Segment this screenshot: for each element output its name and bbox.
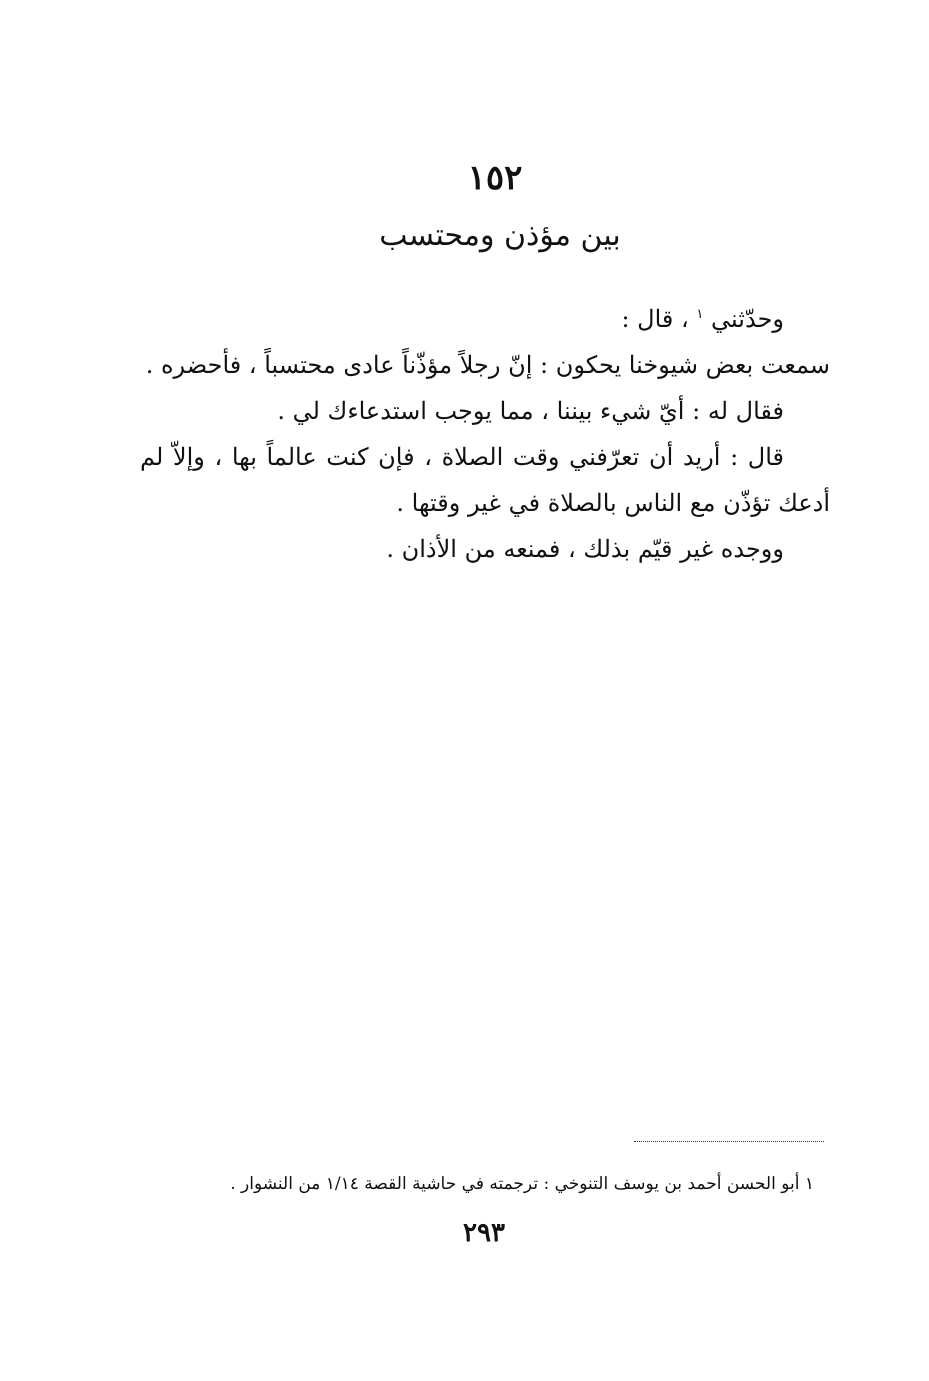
body-line-1-rest: ، قال : xyxy=(621,305,697,333)
body-line-6: ووجده غير قيّم بذلك ، فمنعه من الأذان . xyxy=(386,535,784,563)
body-line-5: أدعك تؤذّن مع الناس بالصلاة في غير وقتها . xyxy=(396,489,830,517)
story-body xyxy=(140,292,830,572)
body-line-4: قال : أريد أن تعرّفني وقت الصلاة ، فإن كنت عالماً بها ، وإلاّ لم xyxy=(140,443,784,471)
page-number: ٢٩٣ xyxy=(463,1218,505,1248)
body-line-1-text: وحدّثني xyxy=(711,305,784,333)
footnote-divider xyxy=(634,1141,824,1142)
story-title: بين مؤذن ومحتسب xyxy=(379,218,621,253)
body-line-2: سمعت بعض شيوخنا يحكون : إنّ رجلاً مؤذّناً عادى محتسباً ، فأحضره . xyxy=(145,351,830,379)
story-number: ١٥٢ xyxy=(467,158,523,198)
footnote: ١ أبو الحسن أحمد بن يوسف التنوخي : ترجمته في حاشية القصة ١/١٤ من النشوار . xyxy=(230,1174,814,1194)
body-line-1 xyxy=(140,292,830,342)
body-line-3: فقال له : أيّ شيء بيننا ، مما يوجب استدعاءك لي . xyxy=(277,397,784,425)
footnote-marker[interactable]: ١ xyxy=(696,307,704,322)
